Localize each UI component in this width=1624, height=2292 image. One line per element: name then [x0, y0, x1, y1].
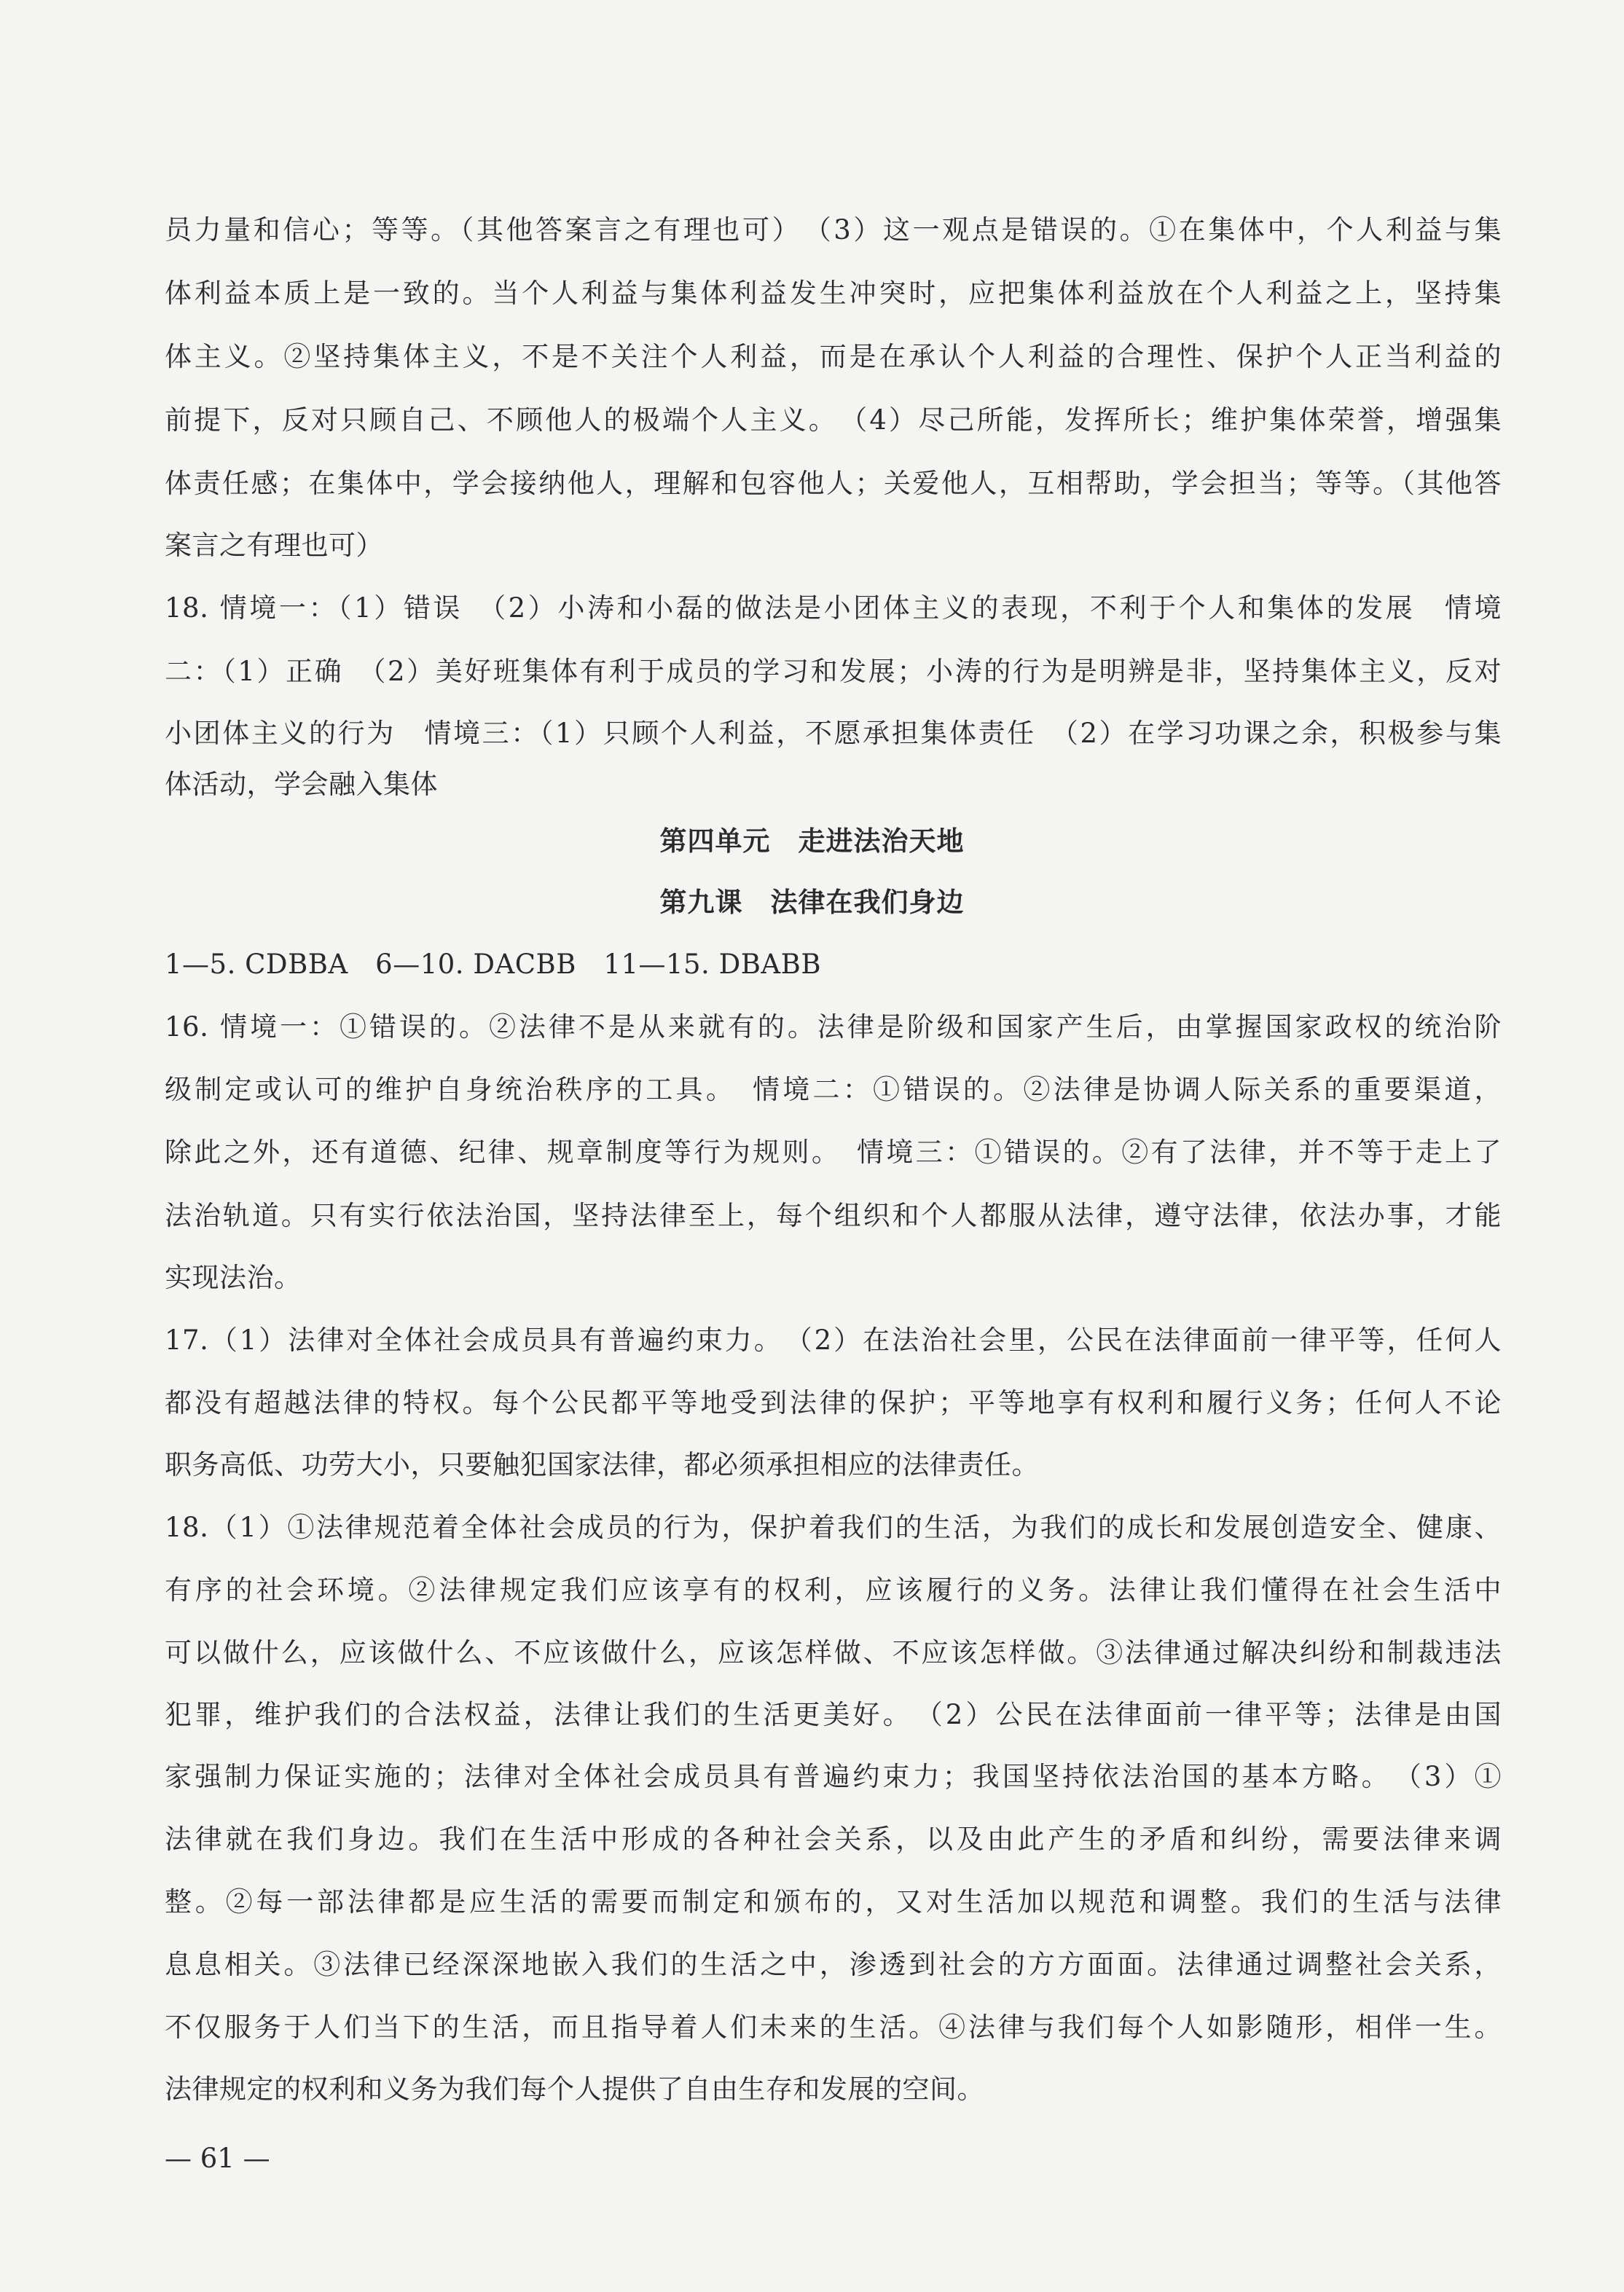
- text-line: 18.（1）①法律规范着全体社会成员的行为，保护着我们的生活，为我们的成长和发展创造安全、健康、: [165, 1512, 1502, 1543]
- text-line: 16. 情境一：①错误的。②法律不是从来就有的。法律是阶级和国家产生后，由掌握国家政权的统治阶: [165, 1011, 1502, 1043]
- text-line: 前提下，反对只顾自己、不顾他人的极端个人主义。 （4）尽己所能，发挥所长；维护集体荣誉，增强集: [165, 404, 1502, 436]
- text-line: 法律规定的权利和义务为我们每个人提供了自由生存和发展的空间。: [165, 2073, 984, 2105]
- text-line: 家强制力保证实施的；法律对全体社会成员具有普遍约束力；我国坚持依法治国的基本方略。 （3）①: [165, 1761, 1502, 1792]
- choice-answers: 1—5. CDBBA 6—10. DACBB 11—15. DBABB: [165, 949, 822, 980]
- unit-heading: 第四单元 走进法治天地: [659, 825, 965, 857]
- text-line: 除此之外，还有道德、纪律、规章制度等行为规则。 情境三：①错误的。②有了法律，并不等于走上了: [165, 1137, 1502, 1168]
- page-number: — 61 —: [165, 2143, 270, 2174]
- text-line: 不仅服务于人们当下的生活，而且指导着人们未来的生活。④法律与我们每个人如影随形，相伴一生。: [165, 2012, 1502, 2043]
- text-line: 体活动，学会融入集体: [165, 769, 438, 800]
- text-line: 二：（1）正确 （2）美好班集体有利于成员的学习和发展；小涛的行为是明辨是非，坚持集体主义，反对: [165, 656, 1502, 687]
- text-line: 员力量和信心；等等。（其他答案言之有理也可） （3）这一观点是错误的。①在集体中，个人利益与集: [165, 214, 1502, 246]
- text-line: 小团体主义的行为 情境三：（1）只顾个人利益，不愿承担集体责任 （2）在学习功课之余，积极参与集: [165, 718, 1502, 749]
- text-line: 体主义。②坚持集体主义，不是不关注个人利益，而是在承认个人利益的合理性、保护个人正当利益的: [165, 341, 1502, 372]
- text-line: 级制定或认可的维护自身统治秩序的工具。 情境二：①错误的。②法律是协调人际关系的重要渠道，: [165, 1074, 1502, 1105]
- text-line: 实现法治。: [165, 1262, 302, 1293]
- lesson-heading: 第九课 法律在我们身边: [659, 887, 965, 918]
- text-line: 案言之有理也可）: [165, 530, 383, 561]
- text-line: 体利益本质上是一致的。当个人利益与集体利益发生冲突时，应把集体利益放在个人利益之上，坚持集: [165, 278, 1502, 309]
- text-line: 18. 情境一：（1）错误 （2）小涛和小磊的做法是小团体主义的表现，不利于个人和集体的发展 情境: [165, 592, 1502, 624]
- text-line: 可以做什么，应该做什么、不应该做什么，应该怎样做、不应该怎样做。③法律通过解决纠纷和制裁违法: [165, 1637, 1502, 1668]
- text-line: 职务高低、功劳大小，只要触犯国家法律，都必须承担相应的法律责任。: [165, 1449, 1039, 1480]
- text-line: 都没有超越法律的特权。每个公民都平等地受到法律的保护；平等地享有权利和履行义务；任何人不论: [165, 1387, 1502, 1418]
- text-line: 有序的社会环境。②法律规定我们应该享有的权利，应该履行的义务。法律让我们懂得在社会生活中: [165, 1574, 1502, 1606]
- text-line: 犯罪，维护我们的合法权益，法律让我们的生活更美好。 （2）公民在法律面前一律平等；法律是由国: [165, 1699, 1502, 1730]
- text-line: 法律就在我们身边。我们在生活中形成的各种社会关系，以及由此产生的矛盾和纠纷，需要法律来调: [165, 1824, 1502, 1855]
- text-line: 17.（1）法律对全体社会成员具有普遍约束力。 （2）在法治社会里，公民在法律面前一律平等，任何人: [165, 1324, 1502, 1356]
- text-line: 整。②每一部法律都是应生活的需要而制定和颁布的，又对生活加以规范和调整。我们的生活与法律: [165, 1886, 1502, 1918]
- text-line: 法治轨道。只有实行依法治国，坚持法律至上，每个组织和个人都服从法律，遵守法律，依法办事，才能: [165, 1200, 1502, 1231]
- text-line: 息息相关。③法律已经深深地嵌入我们的生活之中，渗透到社会的方方面面。法律通过调整社会关系，: [165, 1949, 1502, 1980]
- text-line: 体责任感；在集体中，学会接纳他人，理解和包容他人；关爱他人，互相帮助，学会担当；等等。（其他答: [165, 468, 1502, 499]
